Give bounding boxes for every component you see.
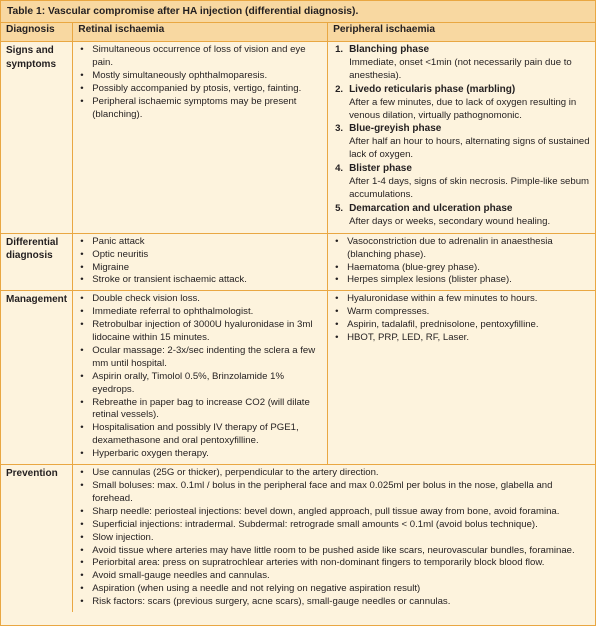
row-signs xyxy=(1,42,595,234)
list-item: • Mostly simultaneously ophthalmoparesis. xyxy=(78,70,322,83)
header-peripheral: Peripheral ischaemia xyxy=(328,23,595,42)
list-item: • Aspirin orally, Timolol 0.5%, Brinzolamide 1% eyedrops. xyxy=(78,371,322,397)
row-label-management: Management xyxy=(1,291,73,465)
phase-number: 2. xyxy=(335,83,344,95)
list-item: • Peripheral ischaemic symptoms may be present (blanching). xyxy=(78,96,322,122)
list-item: • Ocular massage: 2-3x/sec indenting the sclera a few mm until hospital. xyxy=(78,345,322,371)
row-label-signs: Signs and symptoms xyxy=(1,42,73,234)
cell-prevention xyxy=(73,465,595,612)
list-phases xyxy=(333,44,590,229)
phase-name: Livedo reticularis phase (marbling) xyxy=(349,83,516,95)
cell-management-peripheral xyxy=(328,291,595,465)
list-item: • Migraine xyxy=(78,262,322,275)
list-item: • Retrobulbar injection of 3000U hyaluronidase in 3ml lidocaine within 15 minutes. xyxy=(78,319,322,345)
list-item: • Superficial injections: intradermal. Subdermal: retrograde small amounts < 0.1ml (avoid bolus technique). xyxy=(78,519,590,532)
row-prevention xyxy=(1,465,595,612)
list-item: • Haematoma (blue-grey phase). xyxy=(333,262,590,275)
list-management-retinal xyxy=(78,293,322,461)
phase-number: 3. xyxy=(335,123,344,135)
phase-item xyxy=(333,163,590,202)
list-item: • Sharp needle: periosteal injections: bevel down, angled approach, pull tissue away from bone, avoid foramina. xyxy=(78,506,590,519)
phase-item xyxy=(333,123,590,162)
phase-description: After a few minutes, due to lack of oxygen resulting in venous dilation, virtually pathognomonic. xyxy=(349,96,577,121)
list-item: • Rebreathe in paper bag to increase CO2 (will dilate retinal vessels). xyxy=(78,397,322,423)
list-item: • Small boluses: max. 0.1ml / bolus in the peripheral face and max 0.025ml per bolus in the nose, glabella and forehead. xyxy=(78,480,590,506)
list-item: • Risk factors: scars (previous surgery, acne scars), small-gauge needles or cannulas. xyxy=(78,596,590,609)
list-differential-peripheral xyxy=(333,236,590,288)
phase-item xyxy=(333,203,590,229)
cell-signs-retinal xyxy=(73,42,328,234)
phase-name: Blanching phase xyxy=(349,44,430,55)
table-title: Table 1: Vascular compromise after HA injection (differential diagnosis). xyxy=(1,1,595,23)
phase-item xyxy=(333,44,590,83)
phase-name: Blue-greyish phase xyxy=(349,123,442,135)
row-label-prevention: Prevention xyxy=(1,465,73,612)
header-retinal: Retinal ischaemia xyxy=(73,23,328,42)
list-item: • Vasoconstriction due to adrenalin in anaesthesia (blanching phase). xyxy=(333,236,590,262)
diagnosis-table xyxy=(1,23,595,612)
list-item: • Hyperbaric oxygen therapy. xyxy=(78,448,322,461)
phase-name: Demarcation and ulceration phase xyxy=(349,202,513,214)
list-item: • Aspirin, tadalafil, prednisolone, pentoxyfilline. xyxy=(333,319,590,332)
list-item: • HBOT, PRP, LED, RF, Laser. xyxy=(333,332,590,345)
header-diagnosis: Diagnosis xyxy=(1,23,73,42)
row-management xyxy=(1,291,595,465)
list-item: • Herpes simplex lesions (blister phase). xyxy=(333,274,590,287)
list-differential-retinal xyxy=(78,236,322,288)
row-differential xyxy=(1,233,595,291)
list-item: • Double check vision loss. xyxy=(78,293,322,306)
list-item: • Use cannulas (25G or thicker), perpendicular to the artery direction. xyxy=(78,467,590,480)
list-management-peripheral xyxy=(333,293,590,345)
cell-differential-retinal xyxy=(73,233,328,291)
cell-signs-peripheral xyxy=(328,42,595,234)
row-label-differential: Differential diagnosis xyxy=(1,233,73,291)
list-item: • Optic neuritis xyxy=(78,249,322,262)
list-item: • Warm compresses. xyxy=(333,306,590,319)
list-item: • Avoid small-gauge needles and cannulas. xyxy=(78,570,590,583)
list-item: • Stroke or transient ischaemic attack. xyxy=(78,274,322,287)
list-item: • Panic attack xyxy=(78,236,322,249)
header-row xyxy=(1,23,595,42)
phase-description: After 1-4 days, signs of skin necrosis. Pimple-like sebum accumulations. xyxy=(349,176,590,200)
list-prevention xyxy=(78,467,590,609)
list-item: • Hyaluronidase within a few minutes to hours. xyxy=(333,293,590,306)
list-item: • Avoid tissue where arteries may have little room to be pushed aside like scars, neurovascular bundles, foraminae. xyxy=(78,545,590,558)
list-item: • Possibly accompanied by ptosis, vertigo, fainting. xyxy=(78,83,322,96)
phase-name: Blister phase xyxy=(349,163,412,175)
list-signs-retinal xyxy=(78,44,322,121)
list-item: • Immediate referral to ophthalmologist. xyxy=(78,306,322,319)
phase-number: 4. xyxy=(335,163,344,175)
phase-number: 5. xyxy=(335,202,344,214)
list-item: • Simultaneous occurrence of loss of vision and eye pain. xyxy=(78,44,322,70)
list-item: • Slow injection. xyxy=(78,532,590,545)
phase-description: After half an hour to hours, alternating signs of sustained lack of oxygen. xyxy=(349,136,590,161)
cell-management-retinal xyxy=(73,291,328,465)
phase-item xyxy=(333,84,590,123)
cell-differential-peripheral xyxy=(328,233,595,291)
list-item: • Periorbital area: press on supratrochlear arteries with non-dominant fingers to temporarily block blood flow. xyxy=(78,557,590,570)
phase-description: After days or weeks, secondary wound healing. xyxy=(349,215,551,227)
phase-number: 1. xyxy=(335,44,344,55)
list-item: • Aspiration (when using a needle and not relying on negative aspiration result) xyxy=(78,583,590,596)
list-item: • Hospitalisation and possibly IV therapy of PGE1, dexamethasone and oral pentoxyfilline. xyxy=(78,422,322,448)
phase-description: Immediate, onset <1min (not necessarily pain due to anesthesia). xyxy=(349,56,572,81)
